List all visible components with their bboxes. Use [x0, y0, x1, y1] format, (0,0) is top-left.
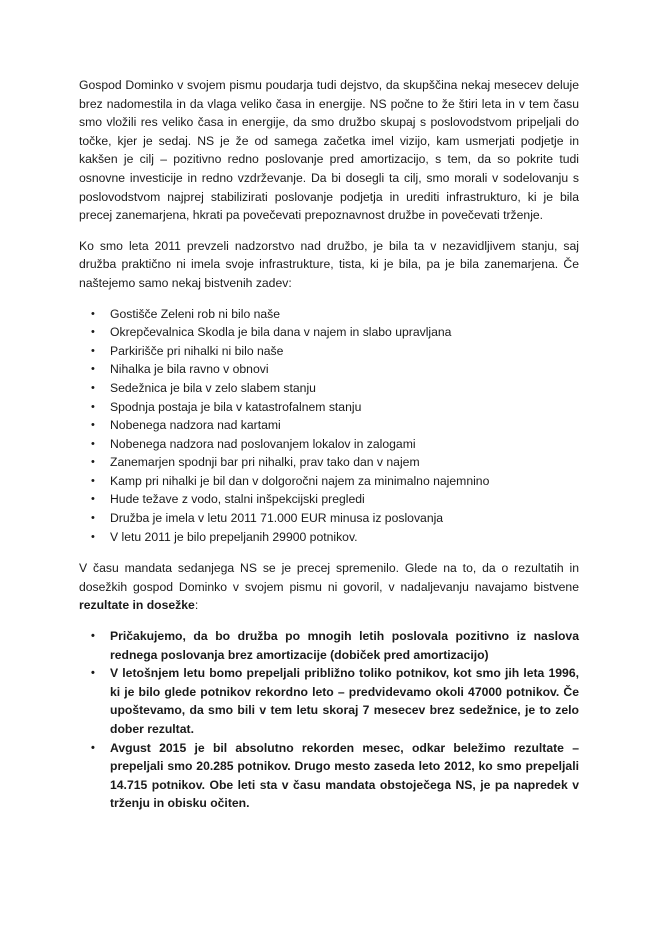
list-item: • V letu 2011 je bilo prepeljanih 29900 potnikov. — [79, 528, 579, 547]
bullet-icon: • — [91, 363, 95, 376]
bullet-icon: • — [91, 493, 95, 506]
list-item: • Parkirišče pri nihalki ni bilo naše — [79, 342, 579, 361]
document-page — [79, 76, 579, 813]
bullet-icon: • — [91, 530, 95, 543]
bold-results-phrase: rezultate in dosežke — [79, 598, 195, 613]
paragraph-changes: V času mandata sedanjega NS se je precej spremenilo. Glede na to, da o rezultatih in dosežkih gospod Dominko v svojem pismu ni govoril, v nadaljevanju navajamo bistvene rezultate in dosežke: — [79, 561, 579, 613]
bullet-icon: • — [91, 344, 95, 357]
bullet-icon: • — [91, 667, 95, 680]
list-item: • Gostišče Zeleni rob ni bilo naše — [79, 305, 579, 324]
bullet-icon: • — [91, 326, 95, 339]
bullet-icon: • — [91, 630, 95, 643]
bullet-icon: • — [91, 741, 95, 754]
list-item: • V letošnjem letu bomo prepeljali približno toliko potnikov, kot smo jih leta 1996, ki je bilo glede potnikov rekordno leto – predvidevamo okoli 47000 potnikov. Če upoštevamo, da smo bili v tem letu skoraj 7 mesecev brez sedežnice, je to zelo dober rezultat. — [91, 666, 579, 736]
list-item: • Spodnja postaja je bila v katastrofalnem stanju — [79, 398, 579, 417]
list-item: • Zanemarjen spodnji bar pri nihalki, prav tako dan v najem — [79, 453, 579, 472]
list-item: • Pričakujemo, da bo družba po mnogih letih poslovala pozitivno iz naslova rednega poslovanja brez amortizacije (dobiček pred amortizacijo) — [91, 629, 579, 662]
bullet-icon: • — [91, 456, 95, 469]
achievements-list — [79, 627, 579, 813]
issues-list — [79, 305, 579, 547]
list-item: • Kamp pri nihalki je bil dan v dolgoročni najem za minimalno najemnino — [79, 472, 579, 491]
list-item: • Avgust 2015 je bil absolutno rekorden mesec, odkar beležimo rezultate – prepeljali smo 20.285 potnikov. Drugo mesto zaseda leto 2012, ko smo prepeljali 14.715 potnikov. Obe leti sta v času mandata obstoječega NS, je pa napredek v trženju in obisku očiten. — [91, 740, 579, 811]
list-item: • Hude težave z vodo, stalni inšpekcijski pregledi — [79, 490, 579, 509]
list-item: • Nobenega nadzora nad kartami — [79, 416, 579, 435]
list-item: • Okrepčevalnica Skodla je bila dana v najem in slabo upravljana — [79, 323, 579, 342]
list-item: • Sedežnica je bila v zelo slabem stanju — [79, 379, 579, 398]
bullet-icon: • — [91, 381, 95, 394]
list-item: • Družba je imela v letu 2011 71.000 EUR minusa iz poslovanja — [79, 509, 579, 528]
bullet-icon: • — [91, 474, 95, 487]
bullet-icon: • — [91, 512, 95, 525]
paragraph-situation-2011: Ko smo leta 2011 prevzeli nadzorstvo nad družbo, je bila ta v nezavidljivem stanju, saj družba praktično ni imela svoje infrastrukture, tista, ki je bila, pa je bila zanemarjena. Če naštejemo samo nekaj bistvenih zadev: — [79, 238, 579, 290]
bullet-icon: • — [91, 400, 95, 413]
bullet-icon: • — [91, 307, 95, 320]
list-item: • Nobenega nadzora nad poslovanjem lokalov in zalogami — [79, 435, 579, 454]
paragraph-intro: Gospod Dominko v svojem pismu poudarja tudi dejstvo, da skupščina nekaj mesecev deluje brez nadomestila in da vlaga veliko časa in energije. NS počne to že štiri leta in v tem času smo vložili res veliko časa in energije, da smo družbo skupaj s poslovodstvom pripeljali do točke, kjer je sedaj. NS je že od samega začetka imel vizijo, kam usmerjati podjetje in kakšen je cilj – pozitivno redno poslovanje pred amortizacijo, s tem, da so pokrite tudi osnovne investicije in redno vzdrževanje. Da bi dosegli ta cilj, smo morali v sodelovanju s poslovodstvom najprej stabilizirati poslovanje podjetja in urediti infrastrukturo, ki je bila precej zanemarjena, hkrati pa povečevati prepoznavnost družbe in povečevati trženje. — [79, 78, 579, 223]
bullet-icon: • — [91, 419, 95, 432]
bullet-icon: • — [91, 437, 95, 450]
list-item: • Nihalka je bila ravno v obnovi — [79, 360, 579, 379]
